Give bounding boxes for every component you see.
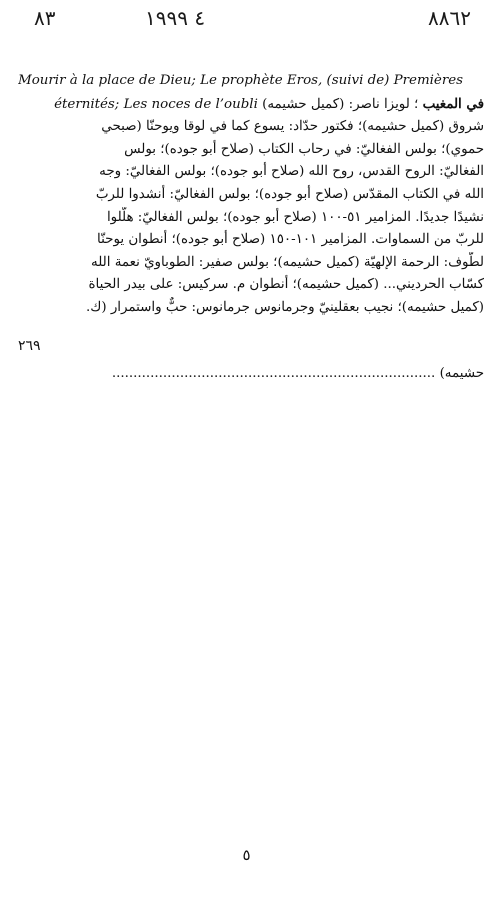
entry-latin-title xyxy=(18,70,484,93)
entry-line-2 xyxy=(18,93,484,117)
leader-dots: ............................................................................ xyxy=(111,366,436,381)
latin-title-text: Mourir à la place de Dieu; Le prophète Eros, (suivi de) Premières xyxy=(18,73,464,88)
handwritten-number-left: ٨٣ xyxy=(34,6,56,30)
entry-line: للربّ من السماوات. المزامير ١٠١-١٥٠ (صلاح أبو جوده)؛ أنطوان يوحنّا xyxy=(97,232,484,248)
entry-line: حموي)؛ بولس الفغاليّ: في رحاب الكتاب (صلاح أبو جوده)؛ بولس xyxy=(124,141,484,157)
page-number: ٥ xyxy=(242,846,251,864)
latin-title-text-2: éternités; Les noces de l’oubli xyxy=(54,96,258,112)
entry-line: الله في الكتاب المقدّس (صلاح أبو جوده)؛ بولس الفغاليّ: أنشدوا للربّ xyxy=(95,186,484,202)
entry-line: شروق (كميل حشيمه)؛ فكتور حدّاد: يسوع كما في لوقا ويوحنّا (صبحي xyxy=(101,119,484,135)
entry-page-reference: ٢٦٩ xyxy=(18,338,41,354)
author-text: ؛ لويزا ناصر: xyxy=(348,96,419,112)
translator-text: (كميل حشيمه) xyxy=(262,96,345,112)
entry-last-line-text: حشيمه) xyxy=(439,366,484,381)
entry-line: نشيدًا جديدًا. المزامير ٥١-١٠٠ (صلاح أبو جوده)؛ بولس الفغاليّ: هلّلوا xyxy=(106,209,484,225)
bold-title: في المغيب xyxy=(422,95,484,112)
handwritten-number-right: ٨٨٦٢ xyxy=(428,6,471,30)
bibliography-entry xyxy=(18,70,484,320)
entry-line: لطّوف: الرحمة الإلهيّة (كميل حشيمه)؛ بولس صفير: الطوباويّ نعمة الله xyxy=(91,254,484,270)
entry-last-line xyxy=(18,366,484,381)
handwritten-date: ٤ ١٩٩٩ xyxy=(145,6,206,30)
entry-line: (كميل حشيمه)؛ نجيب بعقلينيّ وجرمانوس جرمانوس: حبٌّ واستمرار (ك. xyxy=(86,299,484,315)
entry-line: كسّاب الحرديني... (كميل حشيمه)؛ أنطوان م. سركيس: على بيدر الحياة xyxy=(88,277,484,293)
entry-line: الفغاليّ: الروح القدس، روح الله (صلاح أبو جوده)؛ بولس الفغاليّ: وجه xyxy=(99,164,484,180)
